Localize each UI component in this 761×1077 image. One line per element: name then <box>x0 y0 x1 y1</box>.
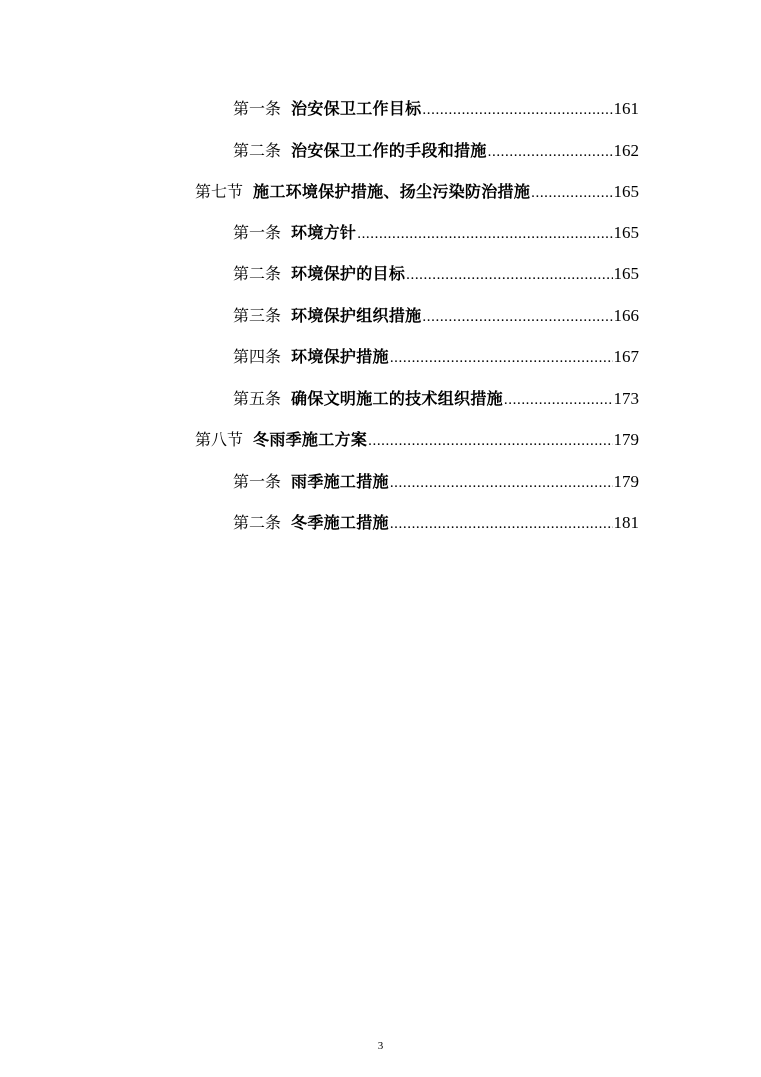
toc-entry-page: 165 <box>613 223 639 242</box>
toc-entry-page: 181 <box>613 513 639 532</box>
toc-entry[interactable] <box>233 221 639 245</box>
toc-entry[interactable] <box>233 97 639 121</box>
toc-dot-leader <box>406 263 612 287</box>
toc-entry-title: 冬季施工措施 <box>291 513 389 532</box>
toc-entry-page: 165 <box>613 264 639 283</box>
toc-entry[interactable] <box>233 470 639 494</box>
toc-entry-title: 治安保卫工作的手段和措施 <box>291 141 487 160</box>
toc-dot-leader <box>368 429 612 453</box>
toc-dot-leader <box>422 98 612 122</box>
toc-entry-title: 环境保护的目标 <box>291 264 406 283</box>
toc-entry-title: 确保文明施工的技术组织措施 <box>291 389 503 408</box>
toc-entry-prefix: 第二条 <box>233 513 282 532</box>
toc-entry-page: 165 <box>613 182 639 201</box>
toc-entry-prefix: 第七节 <box>195 182 244 201</box>
toc-entry-title: 环境保护组织措施 <box>291 306 422 325</box>
toc-entry-prefix: 第三条 <box>233 306 282 325</box>
toc-entry-prefix: 第八节 <box>195 430 244 449</box>
toc-entry[interactable] <box>233 387 639 411</box>
toc-dot-leader <box>488 140 613 164</box>
toc-dot-leader <box>531 181 612 205</box>
toc-entry-page: 179 <box>613 472 639 491</box>
toc-entry-title: 环境方针 <box>291 223 357 242</box>
toc-dot-leader <box>357 222 612 246</box>
toc-dot-leader <box>504 388 613 412</box>
toc-dot-leader <box>422 305 612 329</box>
toc-entry-page: 167 <box>613 347 639 366</box>
toc-entry[interactable] <box>233 511 639 535</box>
toc-entry-title: 治安保卫工作目标 <box>291 99 422 118</box>
toc-entry-prefix: 第四条 <box>233 347 282 366</box>
toc-entry-page: 162 <box>613 141 639 160</box>
toc-entry-title: 雨季施工措施 <box>291 472 389 491</box>
toc-entry-title: 施工环境保护措施、扬尘污染防治措施 <box>253 182 531 201</box>
toc-entry-prefix: 第二条 <box>233 141 282 160</box>
toc-section-entry[interactable] <box>195 428 639 452</box>
toc-entry-page: 173 <box>613 389 639 408</box>
toc-dot-leader <box>390 346 613 370</box>
toc-entry-page: 161 <box>613 99 639 118</box>
toc-section-entry[interactable] <box>195 180 639 204</box>
toc-entry[interactable] <box>233 345 639 369</box>
toc-entry[interactable] <box>233 139 639 163</box>
toc-entry-title: 环境保护措施 <box>291 347 389 366</box>
toc-entry-prefix: 第二条 <box>233 264 282 283</box>
toc-entry-title: 冬雨季施工方案 <box>253 430 368 449</box>
toc-entry-prefix: 第一条 <box>233 472 282 491</box>
toc-entry-page: 179 <box>613 430 639 449</box>
toc-entry-prefix: 第一条 <box>233 99 282 118</box>
toc-entry-prefix: 第五条 <box>233 389 282 408</box>
toc-entry-page: 166 <box>613 306 639 325</box>
toc-entry-prefix: 第一条 <box>233 223 282 242</box>
toc-entry[interactable] <box>233 262 639 286</box>
page-number: 3 <box>377 1040 384 1052</box>
toc-dot-leader <box>390 471 613 495</box>
toc-entry[interactable] <box>233 304 639 328</box>
toc-dot-leader <box>390 512 613 536</box>
